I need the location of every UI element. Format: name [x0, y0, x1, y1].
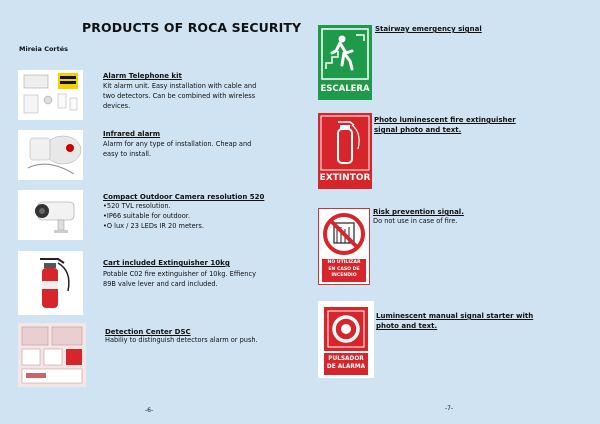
sign-text: EXTINTOR: [319, 173, 371, 183]
author-name: Mireia Cortés: [19, 45, 69, 53]
risk-prevention-sign: [318, 208, 370, 285]
alarm-pushbutton-sign: [318, 301, 374, 378]
detection-center-icon: [18, 323, 86, 387]
infrared-alarm-icon: [18, 130, 83, 180]
item-description: Do not use in case of fire.: [373, 217, 458, 225]
sign-text: NO UTILIZAR EN CASO DE INCENDIO: [322, 259, 366, 282]
item-description: Habiliy to distinguish detectors alarm or push.: [105, 336, 258, 344]
alarm-kit-icon: [18, 70, 83, 120]
item-title: Alarm Telephone kit: [103, 72, 182, 80]
item-description: •520 TVL resolution. •IP66 suitable for outdoor. •O lux / 23 LEDs IR 20 meters.: [103, 202, 204, 230]
stairway-sign: [318, 25, 372, 100]
item-title: Cart included Extinguisher 10kg: [103, 259, 230, 267]
item-title: Luminescent manual signal starter with photo and text.: [376, 312, 534, 330]
item-description: Alarm for any type of installation. Cheap and easy to install.: [103, 140, 252, 158]
sign-text: ESCALERA: [320, 84, 370, 94]
item-title: Photo luminescent fire extinguisher signal photo and text.: [374, 116, 516, 134]
item-description: Potable C02 fire extinguisher of 10kg. Effiency 89B valve lever and card included.: [103, 270, 256, 288]
page-number-right: -7-: [445, 405, 454, 412]
item-title: Detection Center DSC: [105, 328, 191, 336]
extinguisher-icon: [18, 251, 83, 315]
item-title: Stairway emergency signal: [375, 25, 482, 33]
sign-text: PULSADOR DE ALARMA: [326, 356, 366, 370]
page-title: PRODUCTS OF ROCA SECURITY: [82, 20, 302, 35]
item-title: Infrared alarm: [103, 130, 161, 138]
item-description: Kit alarm unit. Easy installation with cable and two detectors. Can be combined with wireless devices.: [103, 82, 257, 110]
item-title: Risk prevention signal.: [373, 208, 464, 216]
page-number-left: -6-: [145, 407, 154, 414]
camera-icon: [18, 190, 83, 240]
extinguisher-sign: [318, 113, 372, 189]
item-title: Compact Outdoor Camera resolution 520: [103, 193, 265, 201]
